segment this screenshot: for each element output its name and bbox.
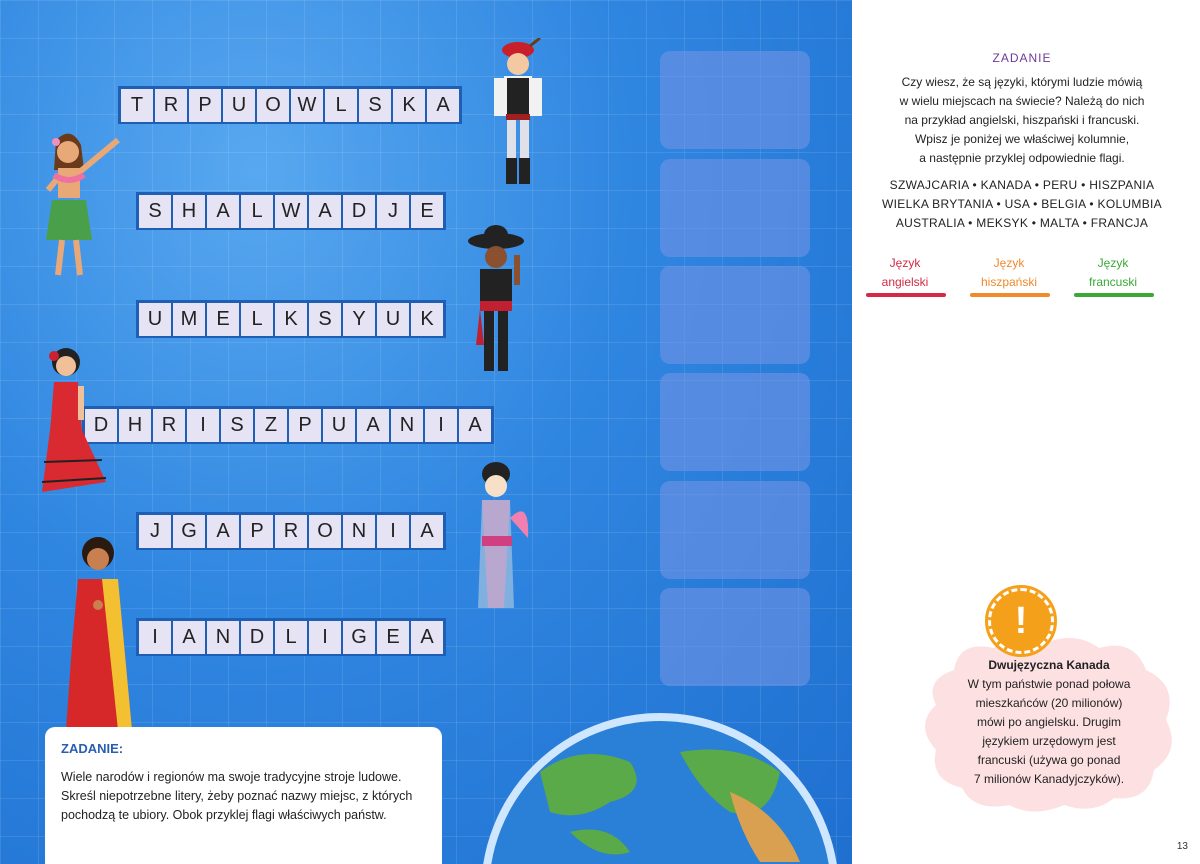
country-line: AUSTRALIA • MEKSYK • MALTA • FRANCJA — [895, 216, 1149, 230]
letter-tile[interactable]: A — [427, 89, 459, 122]
flag-slot-5[interactable] — [660, 481, 810, 579]
letter-tile[interactable]: I — [309, 621, 341, 654]
letter-tile[interactable]: W — [275, 195, 307, 228]
task-title: ZADANIE: — [61, 741, 124, 756]
letter-tile[interactable]: A — [411, 515, 443, 548]
word-row-2 — [136, 192, 446, 230]
hawaiian-costume-figure — [36, 130, 126, 280]
letter-tile[interactable]: E — [207, 303, 239, 336]
word-row-5 — [136, 512, 446, 550]
intro-line: w wielu miejscach na świecie? Należą do nich — [899, 94, 1145, 108]
flag-slot-6[interactable] — [660, 588, 810, 686]
letter-tile[interactable]: O — [309, 515, 341, 548]
letter-tile[interactable]: P — [289, 409, 321, 442]
word-row-6 — [136, 618, 446, 656]
language-spanish-underline — [970, 293, 1050, 297]
letter-tile[interactable]: D — [85, 409, 117, 442]
flag-slot-3[interactable] — [660, 266, 810, 364]
letter-tile[interactable]: S — [359, 89, 391, 122]
letter-tile[interactable]: A — [411, 621, 443, 654]
page-number: 13 — [1176, 841, 1188, 852]
letter-tile[interactable]: I — [377, 515, 409, 548]
word-row-4 — [82, 406, 494, 444]
letter-tile[interactable]: Y — [343, 303, 375, 336]
letter-tile[interactable]: G — [343, 621, 375, 654]
letter-tile[interactable]: L — [241, 303, 273, 336]
flag-slot-4[interactable] — [660, 373, 810, 471]
letter-tile[interactable]: A — [309, 195, 341, 228]
letter-tile[interactable]: E — [411, 195, 443, 228]
letter-tile[interactable]: P — [241, 515, 273, 548]
letter-tile[interactable]: U — [139, 303, 171, 336]
globe-illustration — [480, 712, 840, 864]
fact-title: Dwujęzyczna Kanada — [988, 658, 1110, 672]
letter-tile[interactable]: T — [121, 89, 153, 122]
letter-tile[interactable]: A — [357, 409, 389, 442]
letter-tile[interactable]: A — [459, 409, 491, 442]
letter-tile[interactable]: I — [425, 409, 457, 442]
word-row-3 — [136, 300, 446, 338]
letter-tile[interactable]: Z — [255, 409, 287, 442]
letter-tile[interactable]: L — [325, 89, 357, 122]
letter-tile[interactable]: E — [377, 621, 409, 654]
right-task-intro — [852, 73, 1192, 168]
letter-tile[interactable]: N — [207, 621, 239, 654]
letter-tile[interactable]: N — [343, 515, 375, 548]
letter-tile[interactable]: M — [173, 303, 205, 336]
letter-tile[interactable]: A — [207, 515, 239, 548]
letter-tile[interactable]: R — [155, 89, 187, 122]
language-label-line: angielski — [881, 275, 929, 289]
task-line: pochodzą te ubiory. Obok przyklej flagi właściwych państw. — [61, 808, 387, 822]
task-text — [61, 768, 426, 825]
task-box — [45, 727, 442, 864]
letter-tile[interactable]: K — [393, 89, 425, 122]
country-line: SZWAJCARIA • KANADA • PERU • HISZPANIA — [889, 178, 1155, 192]
language-english-underline — [866, 293, 946, 297]
language-label-line: hiszpański — [980, 275, 1038, 289]
right-page — [852, 0, 1200, 864]
intro-line: Czy wiesz, że są języki, którymi ludzie mówią — [901, 75, 1143, 89]
japanese-costume-figure — [470, 458, 530, 618]
letter-tile[interactable]: G — [173, 515, 205, 548]
letter-tile[interactable]: A — [207, 195, 239, 228]
language-label-line: francuski — [1088, 275, 1138, 289]
letter-tile[interactable]: D — [241, 621, 273, 654]
fact-text — [914, 656, 1184, 789]
language-french-underline — [1074, 293, 1154, 297]
letter-tile[interactable]: I — [139, 621, 171, 654]
fact-line: 7 milionów Kanadyjczyków). — [973, 772, 1125, 786]
letter-tile[interactable]: R — [153, 409, 185, 442]
fact-line: francuski (używa go ponad — [977, 753, 1121, 767]
letter-tile[interactable]: J — [377, 195, 409, 228]
letter-tile[interactable]: U — [377, 303, 409, 336]
country-list — [852, 176, 1192, 233]
letter-tile[interactable]: K — [275, 303, 307, 336]
letter-tile[interactable]: H — [173, 195, 205, 228]
intro-line: a następnie przyklej odpowiednie flagi. — [919, 151, 1125, 165]
country-line: WIELKA BRYTANIA • USA • BELGIA • KOLUMBIA — [882, 197, 1162, 211]
letter-tile[interactable]: S — [221, 409, 253, 442]
task-line: Wiele narodów i regionów ma swoje tradycyjne stroje ludowe. — [61, 770, 402, 784]
fact-line: mieszkańców (20 milionów) — [975, 696, 1123, 710]
letter-tile[interactable]: L — [241, 195, 273, 228]
indian-costume-figure — [62, 535, 142, 735]
intro-line: Wpisz je poniżej we właściwej kolumnie, — [914, 132, 1130, 146]
exclamation-icon: ! — [988, 588, 1054, 654]
letter-tile[interactable]: K — [411, 303, 443, 336]
letter-tile[interactable]: U — [223, 89, 255, 122]
letter-tile[interactable]: W — [291, 89, 323, 122]
letter-tile[interactable]: P — [189, 89, 221, 122]
language-label-line: Język — [1097, 256, 1129, 270]
letter-tile[interactable]: D — [343, 195, 375, 228]
mexican-costume-figure — [466, 225, 526, 380]
word-row-1 — [118, 86, 462, 124]
right-task-title: ZADANIE — [992, 51, 1052, 65]
letter-tile[interactable]: H — [119, 409, 151, 442]
letter-tile[interactable]: I — [187, 409, 219, 442]
language-english-label — [860, 254, 950, 292]
letter-tile[interactable]: J — [139, 515, 171, 548]
letter-tile[interactable]: S — [139, 195, 171, 228]
fact-line: mówi po angielsku. Drugim — [976, 715, 1122, 729]
task-line: Skreśl niepotrzebne litery, żeby poznać nazwy miejsc, z których — [61, 789, 413, 803]
letter-tile[interactable]: S — [309, 303, 341, 336]
fact-line: W tym państwie ponad połowa — [967, 677, 1131, 691]
flag-slot-1[interactable] — [660, 51, 810, 149]
language-label-line: Język — [993, 256, 1025, 270]
polish-costume-figure — [488, 38, 548, 188]
fact-line: językiem urzędowym jest — [982, 734, 1116, 748]
language-label-line: Język — [889, 256, 921, 270]
letter-tile[interactable]: A — [173, 621, 205, 654]
language-french-label — [1068, 254, 1158, 292]
flag-slot-2[interactable] — [660, 159, 810, 257]
letter-tile[interactable]: U — [323, 409, 355, 442]
spanish-costume-figure — [36, 342, 116, 502]
letter-tile[interactable]: L — [275, 621, 307, 654]
letter-tile[interactable]: N — [391, 409, 423, 442]
letter-tile[interactable]: R — [275, 515, 307, 548]
intro-line: na przykład angielski, hiszpański i francuski. — [904, 113, 1140, 127]
language-spanish-label — [964, 254, 1054, 292]
letter-tile[interactable]: O — [257, 89, 289, 122]
